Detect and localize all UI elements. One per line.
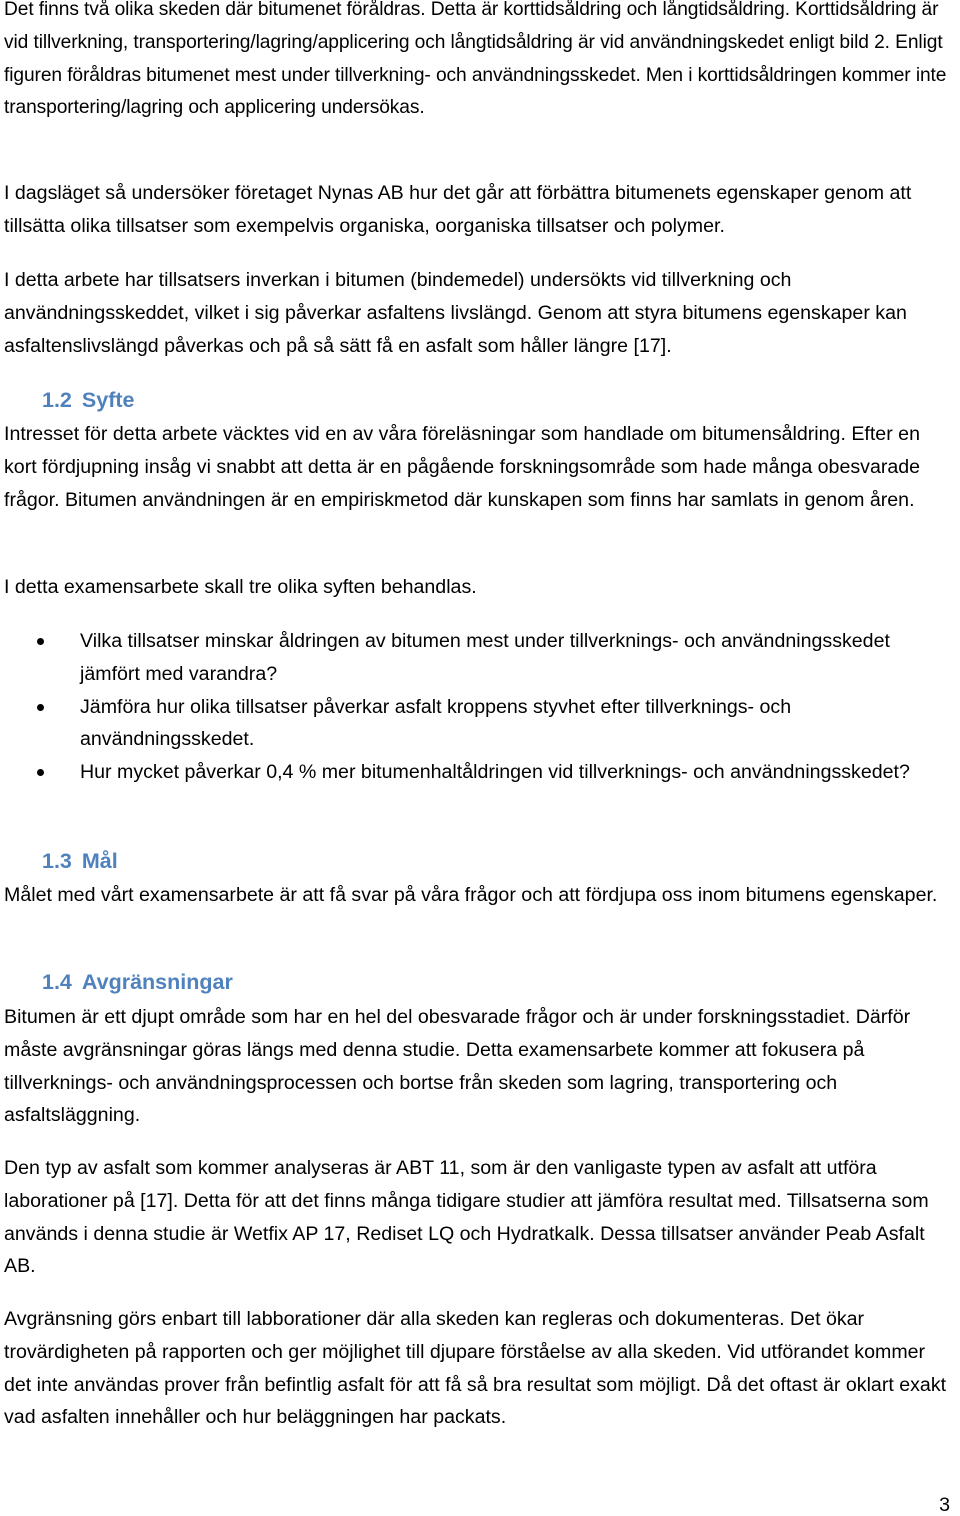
bullet-icon bbox=[37, 704, 44, 711]
paragraph-goal: Målet med vårt examensarbete är att få svar på våra frågor och att fördjupa oss inom bitumens egenskaper. bbox=[4, 884, 938, 906]
heading-mal-title: Mål bbox=[81, 849, 118, 873]
bullet-icon bbox=[37, 769, 44, 776]
page-number: 3 bbox=[939, 1494, 950, 1516]
paragraph-limitations: Bitumen är ett djupt område som har en hel del obesvarade frågor och är under forskningsstadiet. Därför måste avgränsningar göras längs med denna studie. Detta examensarbete kommer att fokusera på tillverknings- och användningsprocessen och bortse från skeden som lagring, transportering och asfaltsläggning. bbox=[4, 1006, 911, 1127]
paragraph-asphalt-type: Den typ av asfalt som kommer analyseras är ABT 11, som är den vanligaste typen av asfalt att utföra laborationer på [17]. Detta för att det finns många tidigare studier att jämföra resultat med. Tillsatserna som används i denna studie är Wetfix AP 17, Rediset LQ och Hydratkalk. Dessa tillsatser använder Peab Asfalt AB. bbox=[4, 1157, 929, 1278]
paragraph-interest: Intresset för detta arbete väcktes vid en av våra föreläsningar som handlade om bitumensåldring. Efter en kort fördjupning insåg vi snabbt att detta är en pågående forskningsområde som hade många obesvarade frågor. Bitumen användningen är en empiriskmetod där kunskapen som finns har samlats in genom åren. bbox=[4, 423, 921, 511]
heading-syfte bbox=[42, 385, 134, 415]
heading-mal bbox=[42, 846, 118, 876]
bullet-icon bbox=[37, 638, 44, 645]
list-item-text: Vilka tillsatser minskar åldringen av bitumen mest under tillverknings- och användningsskedet jämfört med varandra? bbox=[80, 630, 890, 685]
list-item bbox=[0, 625, 950, 691]
heading-syfte-number: 1.2 bbox=[42, 388, 72, 412]
heading-mal-number: 1.3 bbox=[42, 849, 72, 873]
paragraph-nynas: I dagsläget så undersöker företaget Nynas AB hur det går att förbättra bitumenets egenskaper genom att tillsätta olika tillsatser som exempelvis organiska, oorganiska tillsatser och polymer. bbox=[4, 182, 912, 237]
heading-avgransningar-number: 1.4 bbox=[42, 970, 72, 994]
paragraph-aging-stages: Det finns två olika skeden där bitumenet föråldras. Detta är korttidsåldring och långtidsåldring. Korttidsåldring är vid tillverkning, transportering/lagring/applicering och långtidsåldring är vid användningskedet enligt bild 2. Enligt figuren föråldras bitumenet mest under tillverkning- och användningsskedet. Men i korttidsåldringen kommer inte transportering/lagring och applicering undersökas. bbox=[4, 0, 947, 119]
list-item-text: Hur mycket påverkar 0,4 % mer bitumenhaltåldringen vid tillverknings- och användningsskedet? bbox=[80, 761, 910, 784]
paragraph-additives: I detta arbete har tillsatsers inverkan i bitumen (bindemedel) undersökts vid tillverkning och användningsskeddet, vilket i sig påverkar asfaltens livslängd. Genom att styra bitumens egenskaper kan asfaltenslivslängd påverkas och på så sätt få en asfalt som håller längre [17]. bbox=[4, 269, 907, 357]
paragraph-lab-limitation: Avgränsning görs enbart till labborationer där alla skeden kan regleras och dokumenteras. Det ökar trovärdigheten på rapporten och ger möjlighet till djupare förståelse av alla skeden. Vid utförandet kommer det inte användas prover från befintlig asfalt för att få så bra resultat som möjligt. Då det oftast är oklart exakt vad asfalten innehåller och hur beläggningen har packats. bbox=[4, 1308, 947, 1429]
paragraph-purposes-intro: I detta examensarbete skall tre olika syften behandlas. bbox=[4, 576, 477, 598]
list-item bbox=[0, 691, 950, 757]
heading-syfte-title: Syfte bbox=[81, 388, 135, 412]
list-item-text: Jämföra hur olika tillsatser påverkar asfalt kroppens styvhet efter tillverknings- och användningsskedet. bbox=[80, 695, 792, 751]
heading-avgransningar-title: Avgränsningar bbox=[81, 970, 233, 994]
list-item bbox=[0, 756, 950, 789]
purpose-list bbox=[0, 625, 950, 789]
heading-avgransningar bbox=[42, 967, 233, 997]
